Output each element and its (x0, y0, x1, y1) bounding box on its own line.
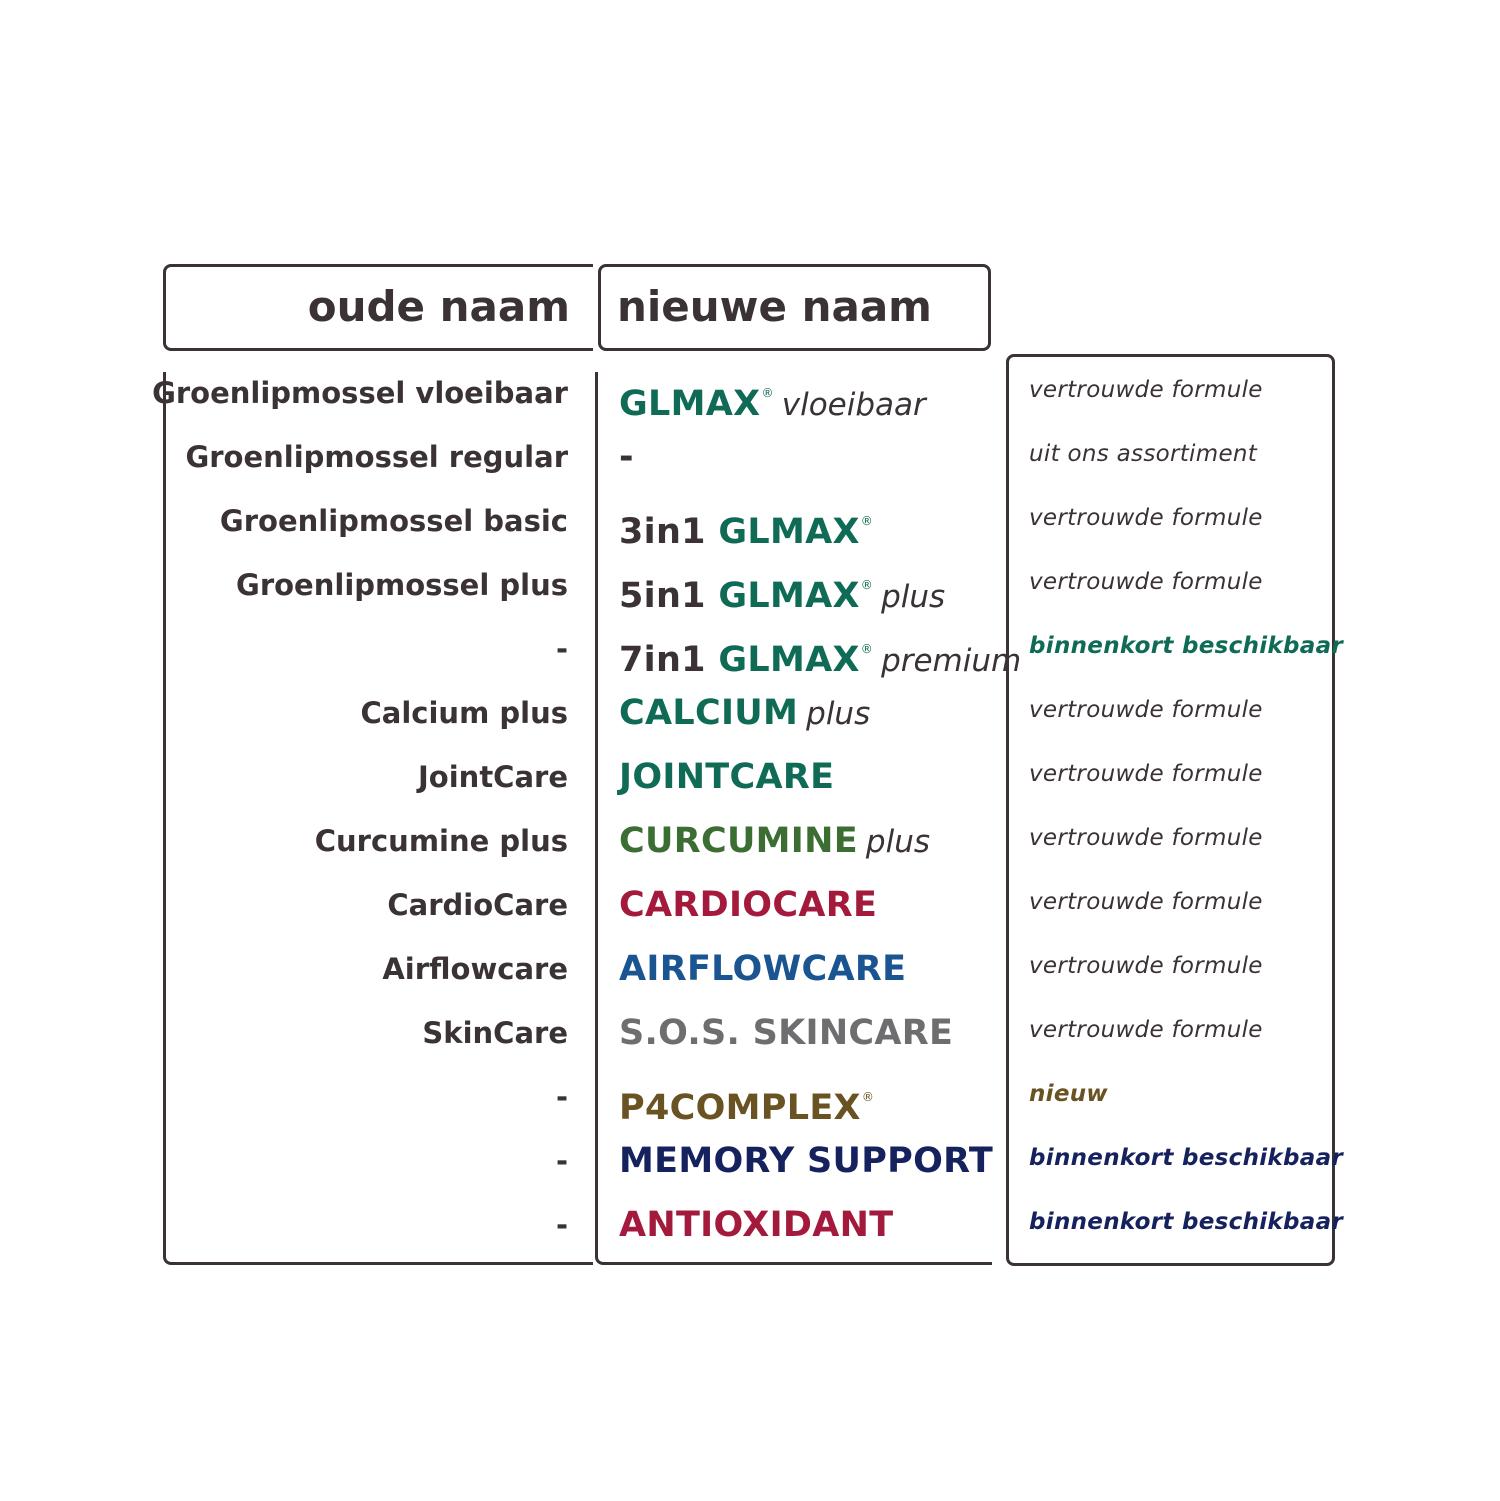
new-name (619, 1195, 893, 1255)
old-name: Groenlipmossel vloeibaar (152, 376, 568, 410)
old-name: CardioCare (387, 888, 568, 922)
new-name-brand: GLMAX (619, 384, 761, 424)
new-name-brand: AIRFLOWCARE (619, 949, 907, 989)
new-name-suffix: vloeibaar (781, 387, 926, 423)
status-text: vertrouwde formule (1029, 697, 1263, 723)
status-text: vertrouwde formule (1029, 761, 1263, 787)
new-name-brand: ANTIOXIDANT (619, 1205, 894, 1245)
new-name-suffix: plus (881, 579, 946, 615)
new-name-brand: GLMAX (718, 640, 860, 680)
new-name (619, 427, 634, 487)
new-name-suffix: premium (881, 643, 1022, 679)
registered-mark: ® (860, 642, 874, 656)
new-name-brand: CURCUMINE (619, 821, 858, 861)
new-name (619, 1003, 953, 1063)
new-name-brand: GLMAX (718, 576, 860, 616)
old-name: Airflowcare (382, 952, 568, 986)
new-name-brand: - (619, 437, 634, 477)
new-name-brand: CALCIUM (619, 693, 799, 733)
new-name (619, 747, 834, 807)
new-name-brand: MEMORY SUPPORT (619, 1141, 994, 1181)
registered-mark: ® (861, 1090, 875, 1104)
old-name: - (555, 632, 568, 666)
old-name: - (555, 1144, 568, 1178)
new-name (619, 875, 877, 935)
new-name (619, 683, 870, 743)
old-name: Groenlipmossel regular (185, 440, 568, 474)
status-text: vertrouwde formule (1029, 505, 1263, 531)
new-name-brand: P4COMPLEX (619, 1088, 861, 1128)
old-name: SkinCare (422, 1016, 568, 1050)
status-text: vertrouwde formule (1029, 569, 1263, 595)
status-text: binnenkort beschikbaar (1029, 633, 1344, 659)
new-name-suffix: plus (865, 824, 931, 860)
old-name: Calcium plus (360, 696, 568, 730)
old-name: Groenlipmossel basic (219, 504, 568, 538)
new-name (619, 1067, 874, 1127)
status-text: binnenkort beschikbaar (1029, 1209, 1344, 1235)
old-name: JointCare (418, 760, 568, 794)
status-text: uit ons assortiment (1029, 441, 1258, 467)
registered-mark: ® (761, 386, 774, 400)
status-text: binnenkort beschikbaar (1029, 1145, 1344, 1171)
new-name-brand: CARDIOCARE (619, 885, 878, 925)
status-text: vertrouwde formule (1029, 889, 1263, 915)
header-new-name: nieuwe naam (617, 282, 932, 331)
status-text: vertrouwde formule (1029, 377, 1263, 403)
old-name: - (555, 1080, 568, 1114)
new-name-brand: JOINTCARE (619, 757, 835, 797)
new-name (619, 811, 930, 871)
new-name (619, 939, 906, 999)
new-name-brand: S.O.S. SKINCARE (619, 1013, 954, 1053)
status-text: vertrouwde formule (1029, 953, 1263, 979)
status-text: vertrouwde formule (1029, 1017, 1263, 1043)
new-name (619, 555, 945, 615)
new-name-prefix: 5in1 (619, 576, 719, 616)
new-name-prefix: 7in1 (619, 640, 719, 680)
new-name (619, 491, 873, 551)
new-name-prefix: 3in1 (619, 512, 719, 552)
old-name: - (555, 1208, 568, 1242)
new-name (619, 619, 1021, 679)
status-text: nieuw (1029, 1081, 1108, 1107)
status-text: vertrouwde formule (1029, 825, 1263, 851)
new-name (619, 1131, 993, 1191)
new-name-suffix: plus (806, 696, 871, 732)
registered-mark: ® (860, 514, 874, 528)
header-old-name: oude naam (307, 282, 570, 331)
new-name-brand: GLMAX (718, 512, 860, 552)
old-name: Groenlipmossel plus (236, 568, 568, 602)
registered-mark: ® (860, 578, 874, 592)
new-name (619, 363, 926, 423)
old-name: Curcumine plus (314, 824, 568, 858)
